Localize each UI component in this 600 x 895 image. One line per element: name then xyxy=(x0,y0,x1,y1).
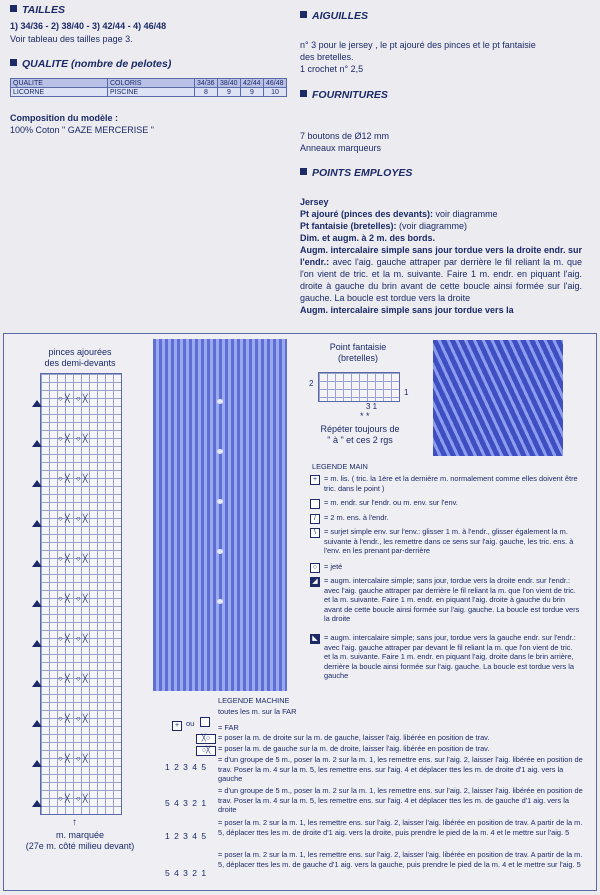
fournitures-text xyxy=(300,130,389,154)
empty-box-icon xyxy=(310,499,320,509)
fantaisie-chart-grid xyxy=(318,372,400,402)
legend-item: = m. endr. sur l'endr. ou m. env. sur l'env. xyxy=(310,498,580,508)
section-points-title: POINTS EMPLOYES xyxy=(300,167,412,179)
decrease-triangle-icon xyxy=(32,640,42,647)
point-ajoure: Pt ajouré (pinces des devants): voir diagramme xyxy=(300,209,498,219)
point-augm-droite: Augm. intercalaire simple sans jour tordue vers la droite endr. sur l'endr.: avec l'aig. gauche attraper par derrière le fil reliant la m. que l'on vient de tric. et la m. suivante. Faire 1 m. endr. en piquant l'aig. droite à gauche du brin avant de cette boucle ainsi formée sur l'aig. gauche. La boucle est tordue vers la droite xyxy=(300,245,582,303)
table-header-cell: COLORIS xyxy=(108,79,195,88)
decrease-triangle-icon xyxy=(32,400,42,407)
decrease-triangle-icon xyxy=(32,480,42,487)
tailles-sizes: 1) 34/36 - 2) 38/40 - 3) 42/44 - 4) 46/48 xyxy=(10,21,167,31)
legend-item: ○ = jeté xyxy=(310,562,580,572)
table-cell: 9 xyxy=(218,88,241,97)
aiguilles-line: des bretelles. xyxy=(300,52,354,62)
tailles-note: Voir tableau des tailles page 3. xyxy=(10,34,133,44)
legend-item: + = m. lis. ( tric. la 1ère et la dernière m. normalement comme elles doivent être tric. dans le point ) xyxy=(310,474,580,493)
legend-machine-item: = d'un groupe de 5 m., poser la m. 2 sur la m. 1, les remettre ens. sur l'aig. 2, laisser l'aig. libérée en position de trav. Poser la m. 4 sur la m. 5, les remettre ens. sur l'aig. 4 et déplacer ttes les m. de gauche d'1 aig. vers la droite xyxy=(218,786,583,815)
table-cell: 9 xyxy=(241,88,264,97)
eyelet xyxy=(217,449,223,454)
stitch-number-row: 1 2 3 4 5 xyxy=(165,831,208,841)
left-triangle-box-icon: ◣ xyxy=(310,634,320,644)
eyelet xyxy=(217,599,223,604)
eyelet-pattern-icon: ○╳ ○╳ xyxy=(58,474,90,483)
legend-item: / = 2 m. ens. à l'endr. xyxy=(310,513,580,523)
legend-machine-item: = d'un groupe de 5 m., poser la m. 2 sur la m. 1, les remettre ens. sur l'aig. 2, laisser l'aig. libérée en position de trav. Poser la m. 4 sur la m. 5, les remettre ens. sur l'aig. 4 et déplacer ttes les m. de droite d'1 aig. vers la gauche xyxy=(218,755,583,784)
table-header-cell: 34/36 xyxy=(195,79,218,88)
legend-item: \ = surjet simple env. sur l'env.: glisser 1 m. à l'endr., glisser également la m. suivante à l'endr., les remettre dans ce sens sur l'aig. gauche, les tric. ens. à l'env. en les prenant par-derrière xyxy=(310,527,580,556)
fournitures-line: Anneaux marqueurs xyxy=(300,143,382,153)
eyelet-pattern-icon: ○╳ ○╳ xyxy=(58,714,90,723)
decrease-triangle-icon xyxy=(32,720,42,727)
cross-right-icon: ╳○ xyxy=(196,732,220,744)
eyelet xyxy=(217,399,223,404)
stitch-number-row: 5 4 3 2 1 xyxy=(165,798,208,808)
decrease-triangle-icon xyxy=(32,760,42,767)
eyelet xyxy=(217,499,223,504)
far-label: = FAR xyxy=(218,723,239,732)
decrease-triangle-icon xyxy=(32,520,42,527)
table-row xyxy=(11,88,287,97)
square-bullet-icon xyxy=(10,59,17,66)
plus-box-icon: + xyxy=(172,721,182,731)
legende-main-title: LEGENDE MAIN xyxy=(312,462,368,471)
marker-caption: m. marquée (27e m. côté milieu devant) xyxy=(25,830,135,851)
fournitures-line: 7 boutons de Ø12 mm xyxy=(300,131,390,141)
row-2-label: 2 xyxy=(309,379,314,388)
cross-left-icon: ○╳ xyxy=(196,744,220,756)
legende-machine-title: LEGENDE MACHINE xyxy=(218,696,290,705)
table-header-cell: 46/48 xyxy=(264,79,287,88)
table-cell: 8 xyxy=(195,88,218,97)
points-employes-text xyxy=(300,196,582,316)
section-qualite-title: QUALITE (nombre de pelotes) xyxy=(10,58,171,70)
table-cell: 10 xyxy=(264,88,287,97)
plus-box-icon: + xyxy=(310,475,320,485)
empty-box-icon xyxy=(200,717,210,727)
backslash-box-icon: \ xyxy=(310,528,320,538)
knit-swatch-photo xyxy=(153,339,287,691)
section-aiguilles-title: AIGUILLES xyxy=(300,10,368,22)
table-cell: LICORNE xyxy=(11,88,108,97)
eyelet-pattern-icon: ○╳ ○╳ xyxy=(58,514,90,523)
legend-machine-item: = poser la m. de droite sur la m. de gauche, laisser l'aig. libérée en position de trav. xyxy=(218,733,490,742)
decrease-triangle-icon xyxy=(32,800,42,807)
eyelet-pattern-icon: ○╳ ○╳ xyxy=(58,634,90,643)
qualite-table-header xyxy=(11,79,287,88)
decrease-triangle-icon xyxy=(32,680,42,687)
point-dim-augm: Dim. et augm. à 2 m. des bords. xyxy=(300,233,436,243)
table-header-cell: 42/44 xyxy=(241,79,264,88)
stitch-number-row: 5 4 3 2 1 xyxy=(165,868,208,878)
composition-value: 100% Coton " GAZE MERCERISE " xyxy=(10,125,154,135)
eyelet-pattern-icon: ○╳ ○╳ xyxy=(58,794,90,803)
fantaisie-title: Point fantaisie (bretelles) xyxy=(329,342,387,363)
legend-item: ◢ = augm. intercalaire simple; sans jour, tordue vers la droite endr. sur l'endr.: avec l'aig. gauche attraper par derrière le fil reliant la m. que l'on vient de tric. et la m. suivante. Faire 1 m. endr. en piquant l'aig. droite à gauche du brin avant de cette boucle ainsi formée sur l'aig. gauche. La boucle est tordue vers la droite xyxy=(310,576,580,624)
square-bullet-icon xyxy=(10,5,17,12)
square-bullet-icon xyxy=(300,11,307,18)
table-header-cell: QUALITE xyxy=(11,79,108,88)
repeat-star-icons: * * xyxy=(360,411,370,421)
table-header-cell: 38/40 xyxy=(218,79,241,88)
legende-machine-subtitle: toutes les m. sur la FAR xyxy=(218,707,297,716)
point-jersey: Jersey xyxy=(300,197,329,207)
qualite-table xyxy=(10,78,287,97)
eyelet-pattern-icon: ○╳ ○╳ xyxy=(58,594,90,603)
point-fantaisie: Pt fantaisie (bretelles): (voir diagramme) xyxy=(300,221,468,231)
legend-machine-item: = poser la m. 2 sur la m. 1, les remettre ens. sur l'aig. 2, laisser l'aig. libérée en position de trav. A partir de la m. 5, déplacer ttes les m. de droite d'1 aig. vers la droite, puis prendre le pied de la m. 4 et le mettre sur l'aig. 5 xyxy=(218,818,583,837)
eyelet-pattern-icon: ○╳ ○╳ xyxy=(58,754,90,763)
row-1-label: 1 xyxy=(404,388,409,397)
eyelet-pattern-icon: ○╳ ○╳ xyxy=(58,674,90,683)
point-augm-gauche: Augm. intercalaire simple sans jour tordue vers la xyxy=(300,305,514,315)
decrease-triangle-icon xyxy=(32,600,42,607)
legend-item: ◣ = augm. intercalaire simple; sans jour, tordue vers la gauche endr. sur l'endr.: avec l'aig. gauche attraper par devant le fil reliant la m. que l'on vient de tric. et la m. suivante. Faire 1 m. endr. en piquant l'aig. droite dans le brin arrière, derrière la boucle ainsi formée sur l'aig. gauche. La boucle est tordue vers la gauche xyxy=(310,633,580,681)
section-fournitures-title: FOURNITURES xyxy=(300,89,388,101)
slash-box-icon: / xyxy=(310,514,320,524)
eyelet-pattern-icon: ○╳ ○╳ xyxy=(58,394,90,403)
legend-machine-item: = poser la m. de gauche sur la m. de droite, laisser l'aig. libérée en position de trav. xyxy=(218,744,490,753)
eyelet-pattern-icon: ○╳ ○╳ xyxy=(58,554,90,563)
aiguilles-line: 1 crochet n° 2,5 xyxy=(300,64,364,74)
arrow-up-icon: ↑ xyxy=(72,817,77,828)
circle-box-icon: ○ xyxy=(310,563,320,573)
decrease-triangle-icon xyxy=(32,440,42,447)
legend-far-row: + ou xyxy=(172,717,214,731)
composition-title: Composition du modèle : xyxy=(10,113,118,123)
decrease-triangle-icon xyxy=(32,560,42,567)
aiguilles-line: n° 3 pour le jersey , le pt ajouré des pinces et le pt fantaisie xyxy=(300,40,536,50)
fantaisie-swatch-photo xyxy=(433,340,563,456)
section-tailles-title: TAILLES xyxy=(10,4,65,16)
eyelet-pattern-icon: ○╳ ○╳ xyxy=(58,434,90,443)
repeat-note: Répéter toujours de " à " et ces 2 rgs xyxy=(320,424,400,445)
stitch-number-row: 1 2 3 4 5 xyxy=(165,762,208,772)
right-triangle-box-icon: ◢ xyxy=(310,577,320,587)
pinces-title: pinces ajourées des demi-devants xyxy=(44,347,116,368)
eyelet xyxy=(217,549,223,554)
table-cell: PISCINE xyxy=(108,88,195,97)
legend-machine-item: = poser la m. 2 sur la m. 1, les remettre ens. sur l'aig. 2, laisser l'aig. libérée en position de trav. A partir de la m. 5, déplacer ttes les m. de gauche d'1 aig. vers la gauche, puis prendre le pied de la m. 4 et le mettre sur l'aig. 5 xyxy=(218,850,583,869)
fantaisie-col-labels: 3 1 xyxy=(366,402,378,411)
square-bullet-icon xyxy=(300,90,307,97)
square-bullet-icon xyxy=(300,168,307,175)
aiguilles-text xyxy=(300,39,595,75)
